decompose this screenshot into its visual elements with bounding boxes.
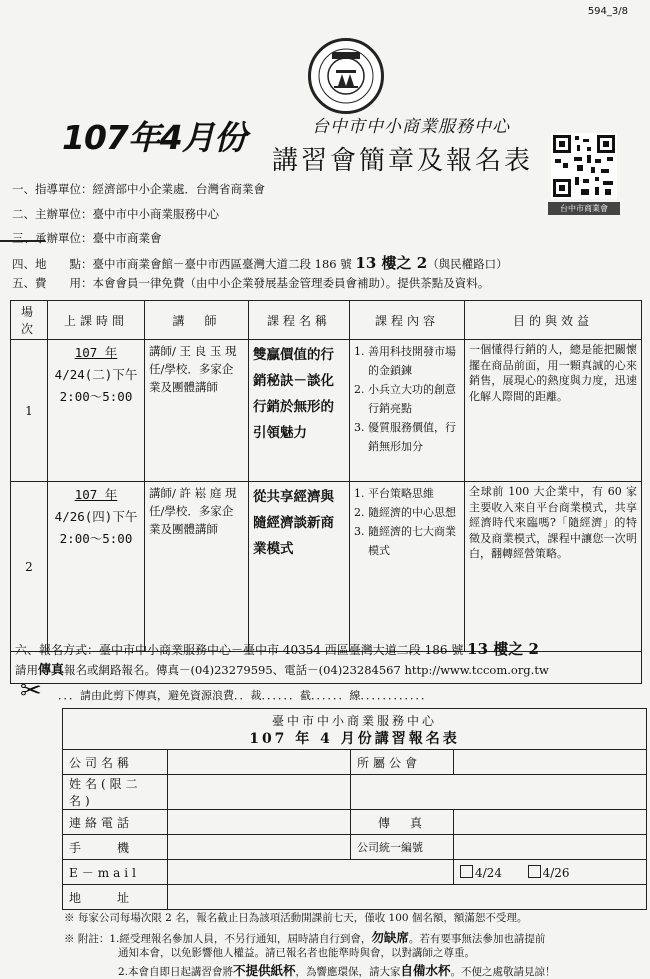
session-content: 1. 善用科技開發市場的金鎖鍊 2. 小兵立大功的創意行銷亮點 3. 優質服務價值，行銷無形加分	[350, 340, 465, 482]
note-quota: ※ 每家公司每場次限 2 名，報名截止日為該項活動開課前七天，僅收 100 個名額，額滿恕不受理。	[64, 912, 528, 924]
form-title: 107 年 4 月份講習報名表	[249, 731, 460, 747]
fax-label: 傳 真	[351, 810, 454, 835]
scissors-icon: ✂	[20, 676, 42, 706]
session-purpose: 一個懂得行銷的人，總是能把關懷擺在商品前面，用一顆真誠的心來銷售，展現心的熱度與力度，迅速化解人際間的距離。	[465, 340, 642, 482]
table-header: 課程名稱	[249, 301, 350, 340]
session-content: 1. 平台策略思維 2. 隨經濟的中心思想 3. 隨經濟的七大商業模式	[350, 482, 465, 652]
table-header: 場次	[11, 301, 48, 340]
organization-heading: 台中市中小商業服務中心	[312, 117, 510, 137]
note-attendance: ※ 附註：1.經受理報名參加人員，不另行通知，屆時請自行到會，勿缺席。若有要事無法參加也請提前	[64, 930, 546, 945]
info-line-guidance: 一、指導單位：經濟部中小企業處．台灣省商業會	[12, 182, 265, 196]
mobile-label: 手 機	[63, 835, 168, 860]
session-number: 1	[11, 340, 48, 482]
page-number: 594_3/8	[587, 6, 628, 17]
note-attendance-cont: 通知本會，以免影響他人權益。請已報名者也能準時與會，以對講師之尊重。	[118, 947, 475, 959]
name-label: 姓名(限二名)	[63, 775, 168, 810]
address-label: 地 址	[63, 885, 168, 910]
info-line-fee: 五、費 用：本會會員一律免費（由中小企業發展基金管理委員會補助）。提供茶點及資料。	[12, 276, 490, 290]
session-2-checkbox[interactable]: 4/26	[528, 866, 570, 880]
tax-id-field[interactable]	[454, 835, 647, 860]
table-header: 上課時間	[48, 301, 145, 340]
qr-code	[551, 133, 617, 199]
note-cups: 2.本會自即日起講習會將不提供紙杯，為響應環保，請大家自備水杯。不便之處敬請見諒！	[118, 963, 556, 978]
session-teacher: 講師/ 許 崧 庭 現任/學校．多家企業及團體講師	[145, 482, 249, 652]
address-field[interactable]	[168, 885, 647, 910]
session-purpose: 全球前 100 大企業中，有 60 家主要收入來自平台商業模式，共享經濟時代來臨嗎?「隨經濟」的特徵及商業模式，課程中讓您一次明白，翻轉經營策略。	[465, 482, 642, 652]
session-time: 107 年 4/24(二)下午 2:00～5:00	[48, 340, 145, 482]
phone-label: 連絡電話	[63, 810, 168, 835]
email-label: E－mail	[63, 860, 168, 885]
phone-field[interactable]	[168, 810, 351, 835]
month-title: 107年4月份	[62, 118, 246, 157]
form-table	[63, 749, 646, 909]
info-line-venue: 四、地 點：臺中市商業會館－臺中市西區臺灣大道二段 186 號 13 樓之 2（與民權路口）	[12, 254, 508, 272]
table-row	[11, 482, 642, 652]
session-number: 2	[11, 482, 48, 652]
session-1-checkbox[interactable]: 4/24	[460, 866, 502, 880]
info-line-organizer: 二、主辦單位：臺中市中小商業服務中心	[12, 207, 219, 221]
qr-code-label: 台中市商業會	[548, 202, 620, 215]
form-organization: 臺中市中小商業服務中心	[271, 714, 437, 728]
association-seal-logo	[308, 38, 384, 114]
name-field-2[interactable]	[351, 775, 647, 810]
session-course-name: 從共享經濟與隨經濟談新商業模式	[249, 482, 350, 652]
company-name-field[interactable]	[168, 750, 351, 775]
table-header: 課程內容	[350, 301, 465, 340]
table-header: 講 師	[145, 301, 249, 340]
session-time: 107 年 4/26(四)下午 2:00～5:00	[48, 482, 145, 652]
session-course-name: 雙贏價值的行銷秘訣－談化行銷於無形的引領魅力	[249, 340, 350, 482]
page-title: 講習會簡章及報名表	[272, 146, 534, 176]
course-table	[10, 300, 642, 652]
table-header: 目的與效益	[465, 301, 642, 340]
company-name-label: 公司名稱	[63, 750, 168, 775]
session-options	[454, 860, 647, 885]
mobile-field[interactable]	[168, 835, 351, 860]
registration-form	[62, 708, 647, 910]
table-header-row	[11, 301, 642, 340]
name-field-1[interactable]	[168, 775, 351, 810]
session-teacher: 講師/ 王 良 玉 現任/學校．多家企業及團體講師	[145, 340, 249, 482]
association-field[interactable]	[454, 750, 647, 775]
email-field[interactable]	[168, 860, 454, 885]
info-line-host: 三、承辦單位：臺中市商業會	[12, 231, 162, 245]
cut-line: ．．．請由此剪下傳真，避免資源浪費．．裁．．．．．．截．．．．．．線．．．．．．．．．．．．	[58, 689, 432, 702]
registration-method: 六、報名方式：臺中市中小商業服務中心－臺中市 40354 西區臺灣大道二段 186 號 13 樓之 2 請用傳真報名或網路報名。傳真－(04)23279595、電話－(04)23284567 http://www.tccom.org.tw	[10, 637, 642, 684]
table-row	[11, 340, 642, 482]
fax-field[interactable]	[454, 810, 647, 835]
tax-id-label: 公司統一編號	[351, 835, 454, 860]
association-label: 所屬公會	[351, 750, 454, 775]
